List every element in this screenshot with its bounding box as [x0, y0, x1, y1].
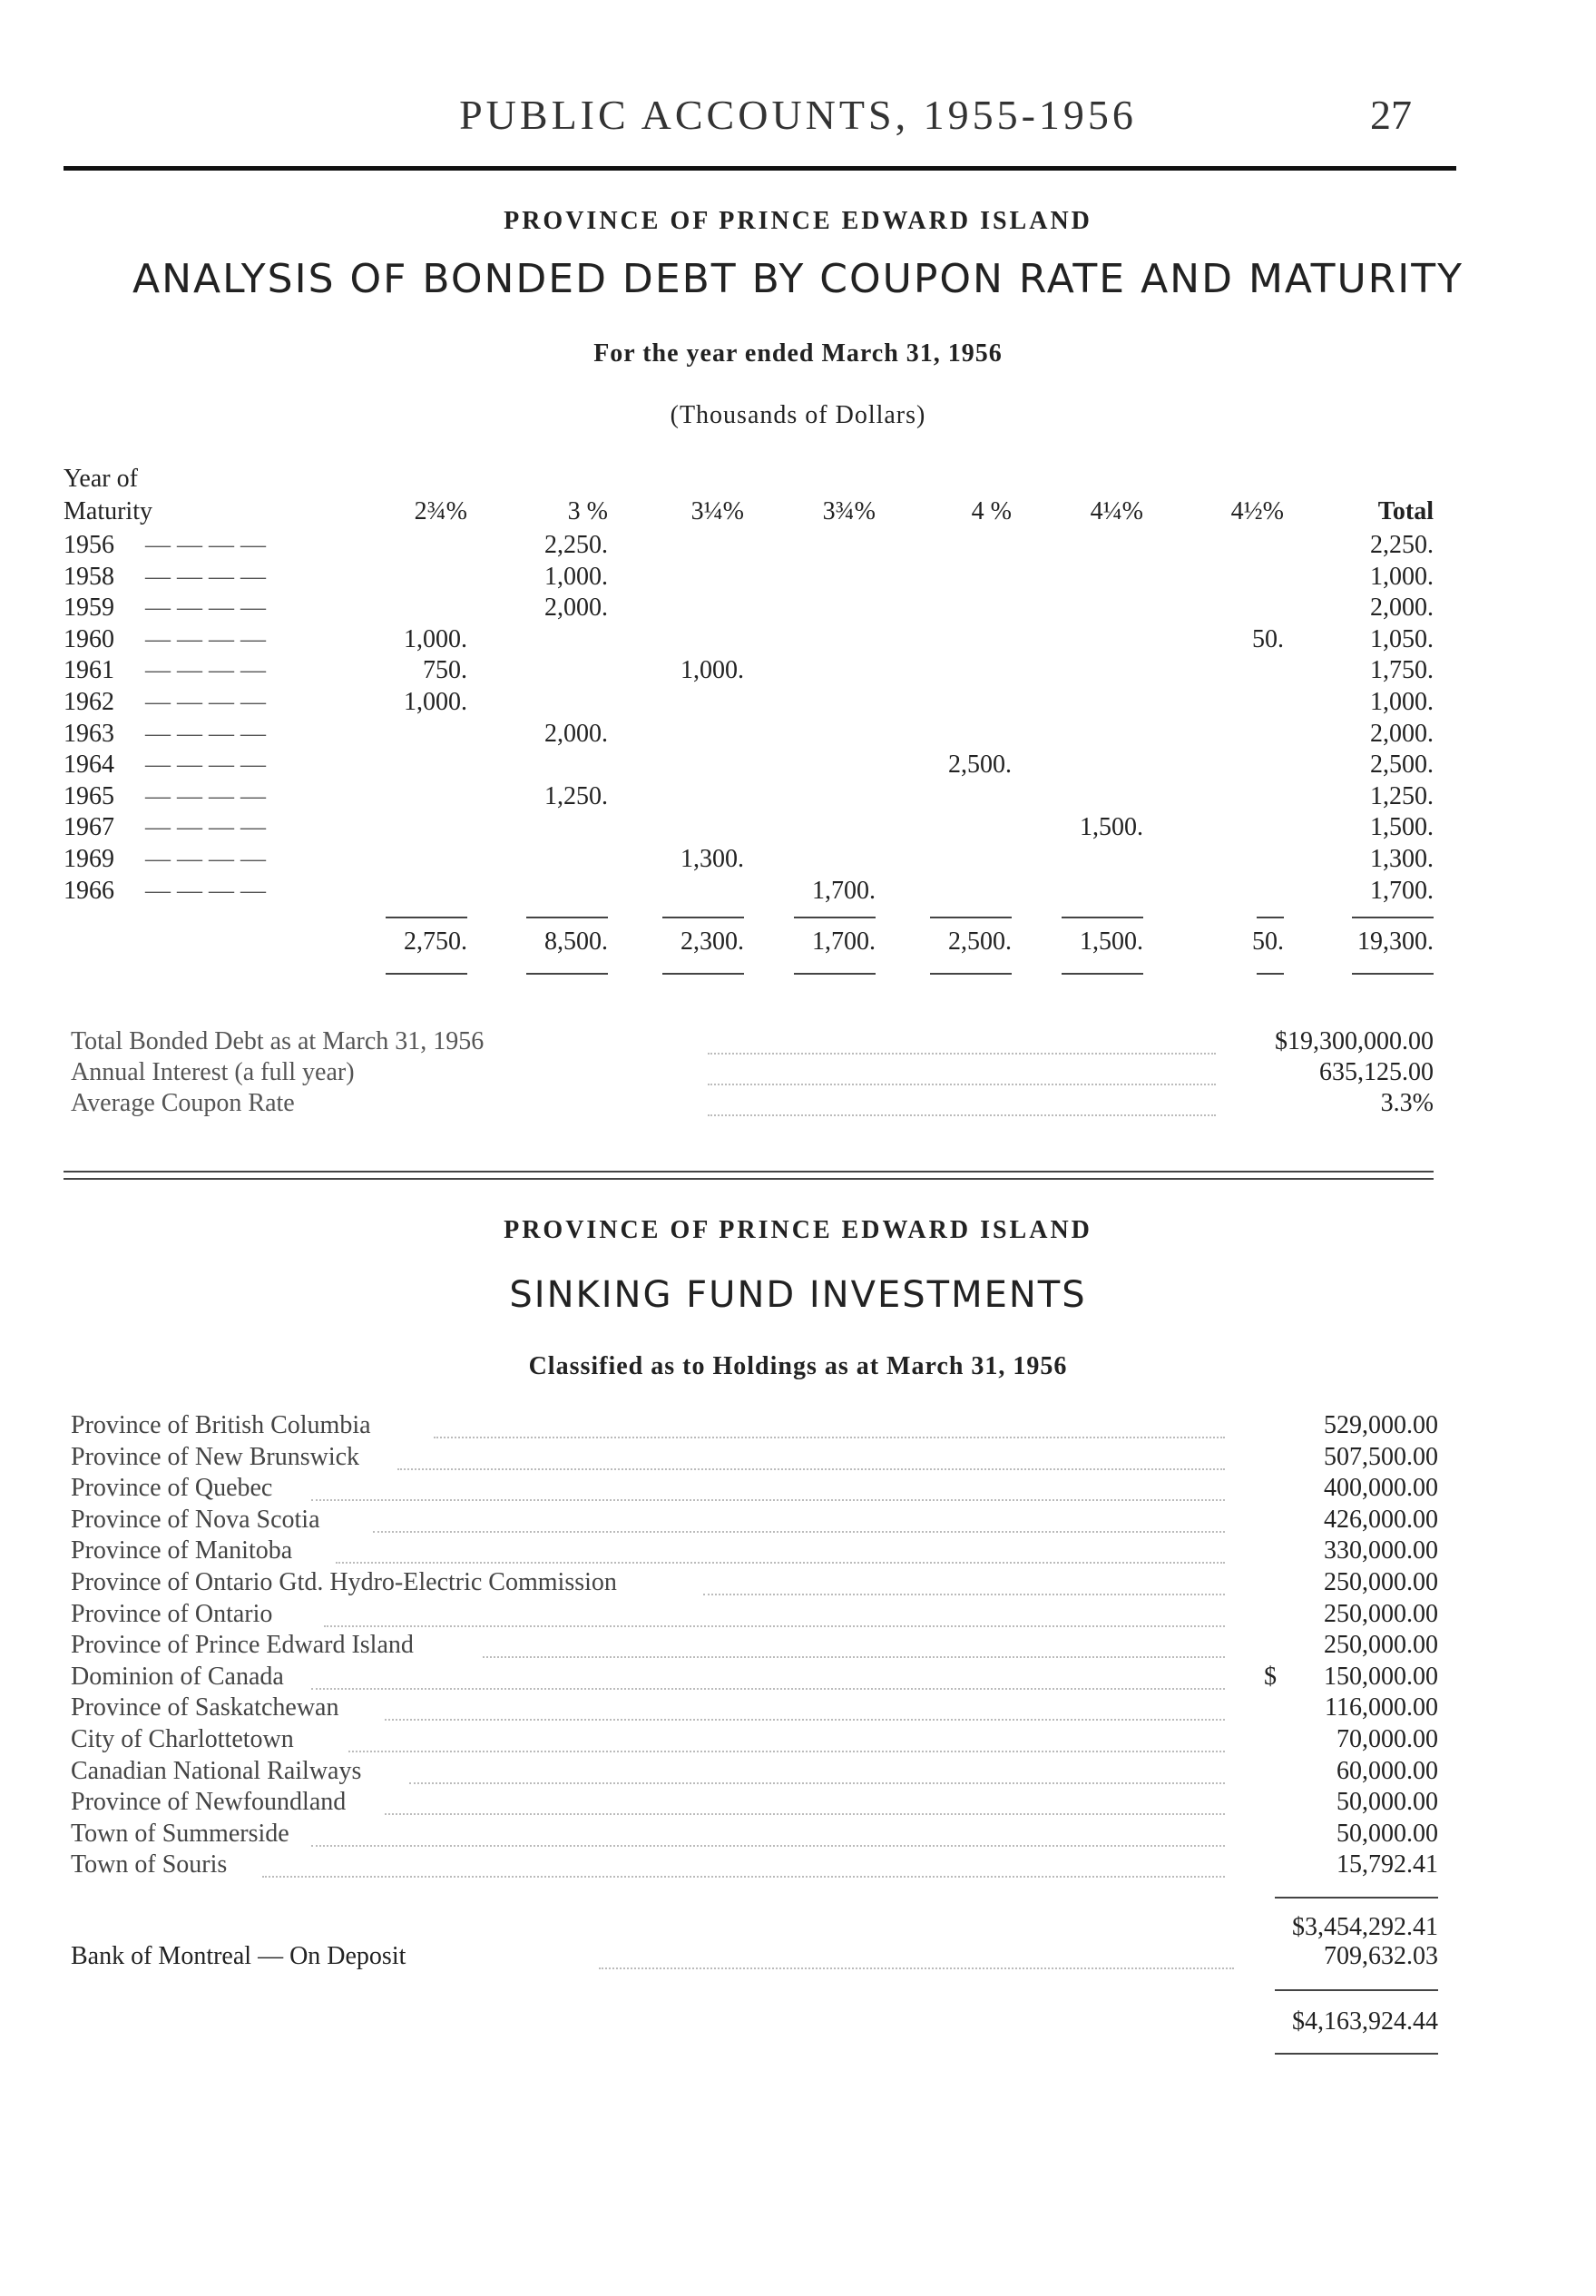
sinking-title: SINKING FUND INVESTMENTS: [509, 1274, 1087, 1316]
holding-label: Province of Newfoundland: [71, 1788, 347, 1817]
summary-leader: [708, 1084, 1216, 1085]
column-total: 2,500.: [948, 927, 1012, 957]
holding-value: 70,000.00: [1337, 1725, 1438, 1753]
bonded-period: For the year ended March 31, 1956: [593, 339, 1003, 368]
total-rule-bottom: [1352, 973, 1434, 975]
holding-label: Province of Nova Scotia: [71, 1505, 320, 1534]
table-cell: 1,000.: [544, 562, 608, 591]
holding-leader: [262, 1876, 1225, 1878]
table-cell: 1,000.: [404, 624, 467, 653]
total-rule-bottom: [1257, 973, 1284, 975]
holding-leader: [311, 1845, 1225, 1847]
holding-value: 15,792.41: [1337, 1850, 1438, 1879]
table-cell: 1,000.: [1370, 562, 1434, 591]
table-cell: 2,000.: [544, 594, 608, 623]
maturity-year: 1961: [64, 656, 114, 685]
row-dash-leader: — — — —: [145, 813, 266, 842]
total-rule-bottom: [526, 973, 608, 975]
holding-leader: [348, 1751, 1226, 1752]
holding-value: 150,000.00: [1324, 1662, 1438, 1691]
bonded-province-heading: PROVINCE OF PRINCE EDWARD ISLAND: [504, 207, 1092, 235]
holding-value: 50,000.00: [1337, 1788, 1438, 1817]
row-dash-leader: — — — —: [145, 688, 266, 716]
table-cell: 1,000.: [1370, 688, 1434, 716]
holding-leader: [336, 1562, 1225, 1564]
section-separator-top: [64, 1171, 1434, 1173]
section-separator-bottom: [64, 1178, 1434, 1180]
maturity-year: 1965: [64, 781, 114, 810]
maturity-year: 1959: [64, 594, 114, 623]
holding-label: Province of New Brunswick: [71, 1442, 360, 1471]
total-rule-bottom: [662, 973, 744, 975]
deposit-value: 709,632.03: [1324, 1942, 1438, 1970]
table-cell: 2,000.: [1370, 719, 1434, 748]
row-dash-leader: — — — —: [145, 594, 266, 623]
holding-leader: [703, 1594, 1225, 1595]
total-rule-top: [1352, 917, 1434, 918]
holding-value: 60,000.00: [1337, 1756, 1438, 1785]
holding-leader: [324, 1625, 1226, 1627]
column-total: 2,750.: [404, 927, 467, 957]
table-cell: 50.: [1252, 624, 1284, 653]
currency-symbol: $: [1264, 1662, 1277, 1691]
column-header: 3 %: [567, 497, 608, 525]
sinking-province-heading: PROVINCE OF PRINCE EDWARD ISLAND: [504, 1216, 1092, 1244]
table-cell: 2,000.: [544, 719, 608, 748]
column-header: Total: [1377, 497, 1434, 525]
summary-label: Annual Interest (a full year): [71, 1058, 355, 1086]
row-dash-leader: — — — —: [145, 624, 266, 653]
maturity-year: 1958: [64, 562, 114, 591]
row-dash-leader: — — — —: [145, 845, 266, 873]
total-rule-bottom: [930, 973, 1012, 975]
table-cell: 1,700.: [1370, 876, 1434, 905]
table-cell: 1,050.: [1370, 624, 1434, 653]
total-rule-top: [386, 917, 467, 918]
holding-leader: [373, 1531, 1226, 1533]
year-label-line2: Maturity: [64, 497, 152, 525]
row-dash-leader: — — — —: [145, 562, 266, 591]
column-total: 8,500.: [544, 927, 608, 957]
holding-label: Canadian National Railways: [71, 1756, 362, 1785]
holding-value: 50,000.00: [1337, 1819, 1438, 1848]
running-header-title: PUBLIC ACCOUNTS, 1955-1956: [459, 92, 1137, 138]
holding-value: 529,000.00: [1324, 1411, 1438, 1439]
holding-value: 250,000.00: [1324, 1599, 1438, 1628]
summary-label: Total Bonded Debt as at March 31, 1956: [71, 1027, 485, 1055]
table-cell: 750.: [423, 656, 467, 685]
holding-label: Province of Ontario Gtd. Hydro-Electric Commission: [71, 1568, 617, 1596]
total-rule-bottom: [1062, 973, 1143, 975]
table-cell: 1,300.: [681, 845, 744, 873]
total-rule-top: [794, 917, 876, 918]
holding-label: Province of Quebec: [71, 1474, 273, 1503]
column-total: 1,500.: [1080, 927, 1143, 957]
bonded-title: ANALYSIS OF BONDED DEBT BY COUPON RATE AND MATURITY: [132, 256, 1464, 302]
table-cell: 1,750.: [1370, 656, 1434, 685]
holding-leader: [385, 1813, 1225, 1815]
deposit-label: Bank of Montreal — On Deposit: [71, 1942, 406, 1970]
column-total: 1,700.: [812, 927, 876, 957]
maturity-year: 1962: [64, 688, 114, 716]
maturity-year: 1966: [64, 876, 114, 905]
total-rule-bottom: [386, 973, 467, 975]
holding-leader: [434, 1437, 1225, 1438]
total-rule-bottom: [794, 973, 876, 975]
total-rule-top: [526, 917, 608, 918]
holding-label: City of Charlottetown: [71, 1725, 294, 1753]
table-cell: 1,000.: [404, 688, 467, 716]
row-dash-leader: — — — —: [145, 719, 266, 748]
deposit-leader: [599, 1967, 1234, 1969]
header-rule: [64, 166, 1456, 171]
grand-total-rule-top: [1275, 1989, 1438, 1991]
column-total: 2,300.: [681, 927, 744, 957]
holding-value: 116,000.00: [1325, 1693, 1438, 1722]
maturity-year: 1964: [64, 751, 114, 780]
holding-value: 426,000.00: [1324, 1505, 1438, 1534]
maturity-year: 1969: [64, 845, 114, 873]
total-rule-top: [1062, 917, 1143, 918]
table-cell: 1,500.: [1370, 813, 1434, 842]
row-dash-leader: — — — —: [145, 531, 266, 559]
row-dash-leader: — — — —: [145, 781, 266, 810]
sinking-subtitle: Classified as to Holdings as at March 31, 1956: [528, 1352, 1068, 1380]
summary-leader: [708, 1053, 1216, 1055]
column-header: 4 %: [971, 497, 1012, 525]
maturity-year: 1960: [64, 624, 114, 653]
total-rule-top: [1257, 917, 1284, 918]
total-rule-top: [662, 917, 744, 918]
maturity-year: 1956: [64, 531, 114, 559]
summary-value: $19,300,000.00: [1275, 1027, 1434, 1055]
column-header: 2¾%: [414, 497, 467, 525]
table-cell: 2,500.: [1370, 751, 1434, 780]
table-cell: 1,700.: [812, 876, 876, 905]
subtotal-rule: [1275, 1897, 1438, 1899]
holding-leader: [483, 1656, 1225, 1658]
holding-label: Province of Prince Edward Island: [71, 1631, 414, 1660]
table-cell: 1,250.: [1370, 781, 1434, 810]
column-total: 19,300.: [1357, 927, 1434, 957]
summary-value: 635,125.00: [1319, 1058, 1434, 1086]
holding-label: Province of Manitoba: [71, 1536, 293, 1565]
summary-value: 3.3%: [1380, 1089, 1434, 1117]
total-rule-top: [930, 917, 1012, 918]
holding-leader: [397, 1468, 1226, 1470]
bonded-units: (Thousands of Dollars): [670, 401, 926, 429]
row-dash-leader: — — — —: [145, 751, 266, 780]
holding-label: Town of Summerside: [71, 1819, 289, 1848]
row-dash-leader: — — — —: [145, 656, 266, 685]
grand-total-rule-bottom: [1275, 2053, 1438, 2055]
column-header: 3¼%: [690, 497, 744, 525]
holding-label: Dominion of Canada: [71, 1662, 284, 1691]
holding-leader: [311, 1499, 1225, 1501]
column-header: 4½%: [1230, 497, 1284, 525]
column-header: 3¾%: [822, 497, 876, 525]
holding-value: 507,500.00: [1324, 1442, 1438, 1471]
holding-value: 400,000.00: [1324, 1474, 1438, 1503]
table-cell: 1,000.: [681, 656, 744, 685]
row-dash-leader: — — — —: [145, 876, 266, 905]
summary-leader: [708, 1114, 1216, 1116]
column-header: 4¼%: [1090, 497, 1143, 525]
holding-value: 250,000.00: [1324, 1631, 1438, 1660]
table-cell: 2,000.: [1370, 594, 1434, 623]
holding-value: 250,000.00: [1324, 1568, 1438, 1596]
year-label-line1: Year of: [64, 465, 138, 493]
summary-label: Average Coupon Rate: [71, 1089, 295, 1117]
maturity-year: 1963: [64, 719, 114, 748]
holding-value: 330,000.00: [1324, 1536, 1438, 1565]
sinking-subtotal: $3,454,292.41: [1292, 1913, 1438, 1941]
table-cell: 1,500.: [1080, 813, 1143, 842]
holding-leader: [311, 1688, 1225, 1690]
table-cell: 1,300.: [1370, 845, 1434, 873]
table-cell: 2,500.: [948, 751, 1012, 780]
table-cell: 2,250.: [544, 531, 608, 559]
table-cell: 2,250.: [1370, 531, 1434, 559]
maturity-year: 1967: [64, 813, 114, 842]
holding-leader: [409, 1782, 1225, 1784]
holding-leader: [385, 1719, 1225, 1721]
holding-label: Province of British Columbia: [71, 1411, 371, 1439]
column-total: 50.: [1252, 927, 1284, 957]
page-number: 27: [1370, 92, 1412, 138]
grand-total: $4,163,924.44: [1292, 2007, 1438, 2036]
holding-label: Province of Saskatchewan: [71, 1693, 339, 1722]
holding-label: Town of Souris: [71, 1850, 228, 1879]
holding-label: Province of Ontario: [71, 1599, 273, 1628]
table-cell: 1,250.: [544, 781, 608, 810]
